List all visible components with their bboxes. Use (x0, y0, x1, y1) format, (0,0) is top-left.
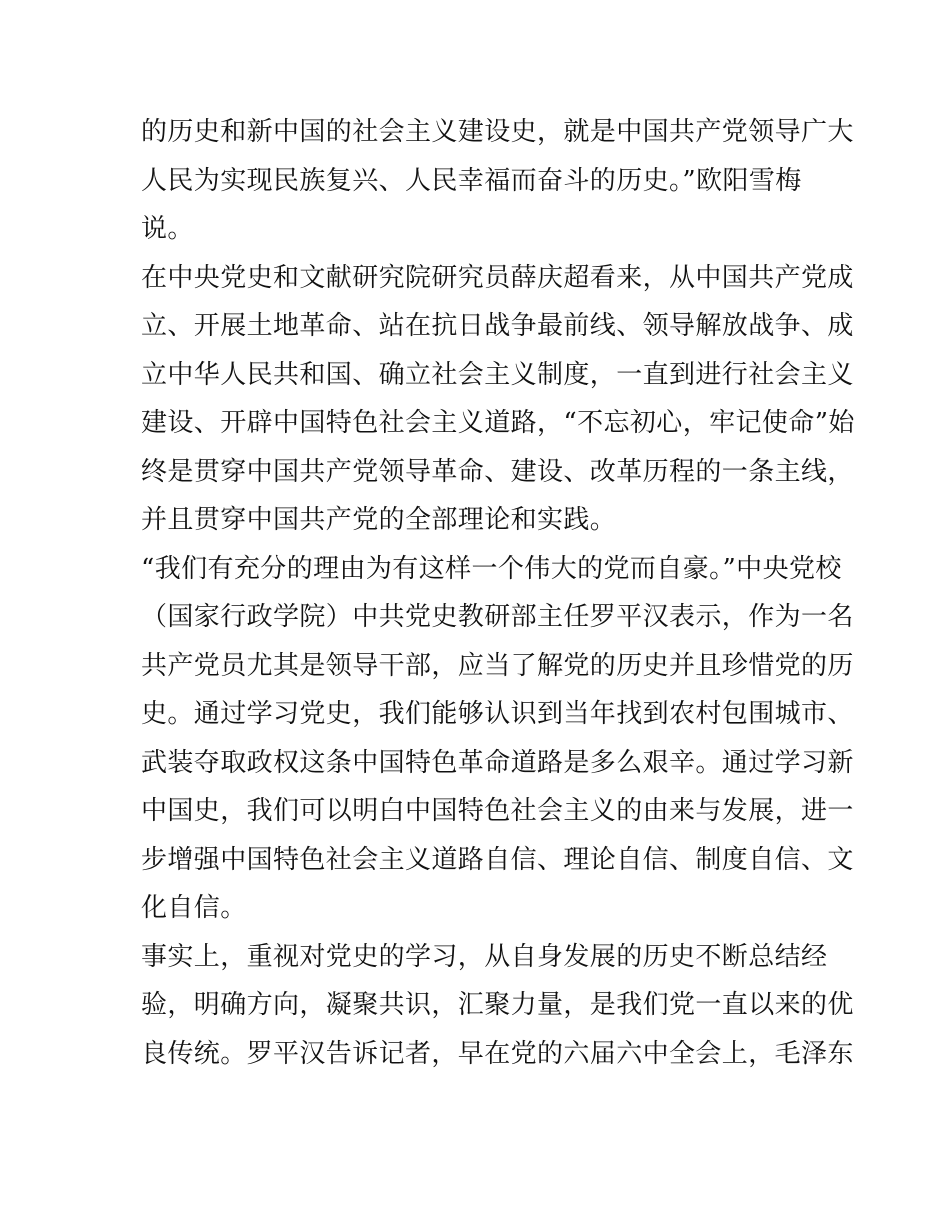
text-line: 说。 (141, 214, 194, 244)
text-line: 化自信。 (141, 893, 247, 923)
text-line: 史。通过学习党史，我们能够认识到当年找到农村包围城市、 (141, 699, 854, 729)
text-line: 的历史和新中国的社会主义建设史，就是中国共产党领导广大 (141, 117, 854, 147)
text-line: 终是贯穿中国共产党领导革命、建设、改革历程的一条主线， (141, 456, 854, 487)
text-line: 立中华人民共和国、确立社会主义制度，一直到进行社会主义 (141, 359, 854, 390)
text-line: 验，明确方向，凝聚共识，汇聚力量，是我们党一直以来的优 (141, 990, 854, 1020)
text-line: 建设、开辟中国特色社会主义道路，“不忘初心，牢记使命”始 (141, 408, 855, 438)
text-line: 步增强中国特色社会主义道路自信、理论自信、制度自信、文 (141, 844, 854, 875)
text-line: 良传统。罗平汉告诉记者，早在党的六届六中全会上，毛泽东 (141, 1038, 854, 1069)
text-line: 武装夺取政权这条中国特色革命道路是多么艰辛。通过学习新 (141, 747, 854, 778)
document-body (141, 108, 855, 1078)
text-line: 事实上，重视对党史的学习，从自身发展的历史不断总结经 (141, 941, 828, 972)
text-line: 中国史，我们可以明白中国特色社会主义的由来与发展，进一 (141, 796, 854, 826)
text-line: 在中央党史和文献研究院研究员薛庆超看来，从中国共产党成 (141, 262, 854, 293)
text-line: 立、开展土地革命、站在抗日战争最前线、领导解放战争、成 (141, 311, 854, 341)
text-line: （国家行政学院）中共党史教研部主任罗平汉表示，作为一名 (141, 602, 854, 632)
text-line: “我们有充分的理由为有这样一个伟大的党而自豪。”中央党校 (141, 553, 842, 584)
text-line: 共产党员尤其是领导干部，应当了解党的历史并且珍惜党的历 (141, 650, 854, 681)
text-line: 并且贯穿中国共产党的全部理论和实践。 (141, 505, 617, 535)
text-line: 人民为实现民族复兴、人民幸福而奋斗的历史。”欧阳雪梅 (141, 165, 802, 196)
